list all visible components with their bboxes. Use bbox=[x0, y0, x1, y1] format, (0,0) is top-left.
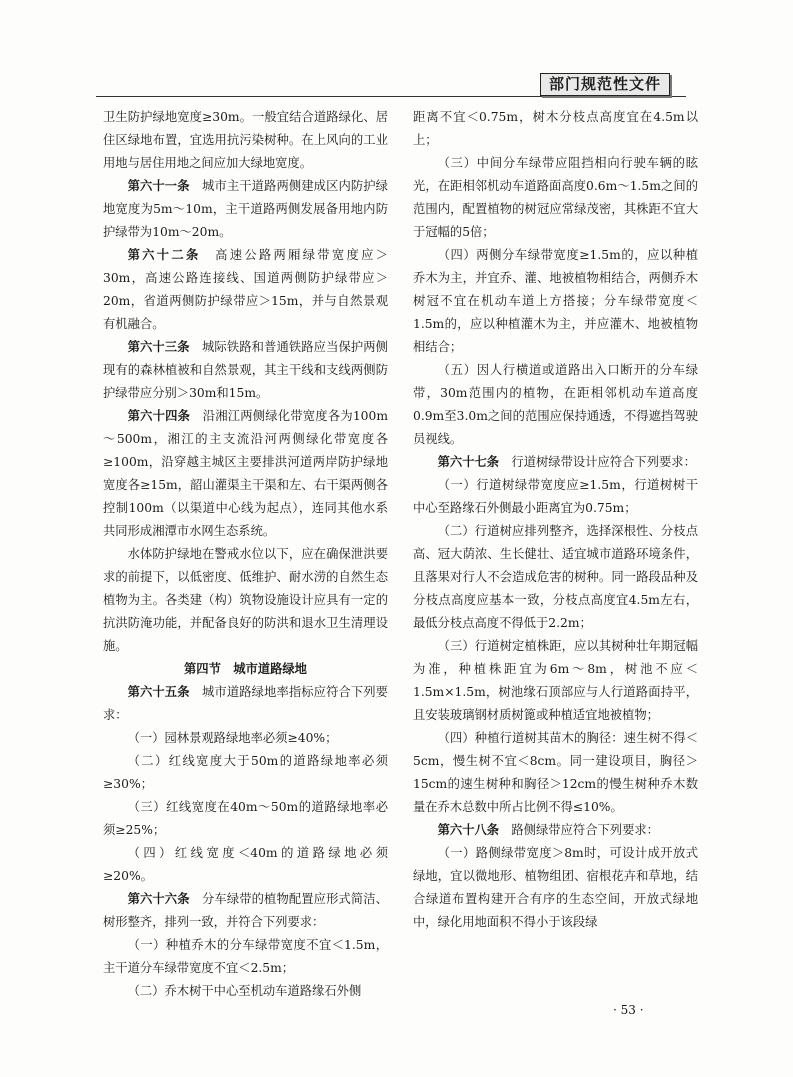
body-paragraph: （五）因人行横道或道路出入口断开的分车绿带，30m范围内的植物，在距相邻机动车道高度0.9m至3.0m之间的范围应保持通透，不得遮挡驾驶员视线。 bbox=[413, 363, 698, 446]
article-number: 第六十四条 bbox=[127, 409, 191, 423]
article-text: 行道树绿带设计应符合下列要求： bbox=[511, 455, 696, 469]
article-paragraph bbox=[103, 681, 388, 727]
section-heading: 第四节 城市道路绿地 bbox=[184, 662, 307, 676]
article-paragraph bbox=[103, 336, 388, 405]
article-text: 分车绿带的植物配置应形式简洁、树形整齐，排列一致，并符合下列要求： bbox=[103, 892, 388, 929]
article-text: 高速公路两厢绿带宽度应＞30m，高速公路连接线、国道两侧防护绿带应＞20m，省道两侧防护绿带应＞15m，并与自然景观有机融合。 bbox=[103, 248, 388, 331]
body-paragraph: 卫生防护绿地宽度≥30m。一般宜结合道路绿化、居住区绿地布置，宜选用抗污染树种。在上风向的工业用地与居住用地之间应加大绿地宽度。 bbox=[103, 110, 388, 170]
article-number: 第六十三条 bbox=[127, 340, 190, 354]
body-paragraph: （二）红线宽度大于50m的道路绿地率必须≥30%； bbox=[103, 754, 388, 791]
article-number: 第六十七条 bbox=[437, 455, 500, 469]
article-paragraph bbox=[103, 175, 388, 244]
article-number: 第六十五条 bbox=[127, 685, 190, 699]
article-number: 第六十八条 bbox=[437, 823, 500, 837]
section-header-label: 部门规范性文件 bbox=[540, 73, 670, 96]
body-paragraph: （一）路侧绿带宽度＞8m时，可设计成开放式绿地，宜以微地形、植物组团、宿根花卉和草地，结合绿道布置构建开合有序的生态空间，开放式绿地中，绿化用地面积不得小于该段绿 bbox=[413, 846, 698, 929]
article-text: 沿湘江两侧绿化带宽度各为100m～500m，湘江的主支流沿河两侧绿化带宽度各≥100m，沿穿越主城区主要排洪河道两岸防护绿地宽度各≥15m，韶山灌渠主干渠和左、右干渠两侧各控制100m（以渠道中心线为起点），连同其他水系共同形成湘潭市水网生态系统。 bbox=[103, 409, 388, 538]
left-column bbox=[103, 106, 388, 1003]
right-column bbox=[413, 106, 698, 934]
body-paragraph: （一）种植乔木的分车绿带宽度不宜＜1.5m，主干道分车绿带宽度不宜＜2.5m； bbox=[103, 938, 388, 975]
body-paragraph: （一）行道树绿带宽度应≥1.5m，行道树树干中心至路缘石外侧最小距离宜为0.75m； bbox=[413, 478, 698, 515]
body-paragraph: 距离不宜＜0.75m，树木分枝点高度宜在4.5m以上； bbox=[413, 110, 698, 147]
body-paragraph: （三）红线宽度在40m～50m的道路绿地率必须≥25%； bbox=[103, 800, 388, 837]
article-text: 路侧绿带应符合下列要求： bbox=[511, 823, 659, 837]
article-paragraph bbox=[413, 819, 698, 842]
article-paragraph bbox=[413, 451, 698, 474]
article-text: 城市道路绿地率指标应符合下列要求： bbox=[103, 685, 388, 722]
header-rule bbox=[96, 96, 686, 97]
article-number: 第六十六条 bbox=[127, 892, 190, 906]
article-paragraph bbox=[103, 405, 388, 543]
body-paragraph: （四）红线宽度＜40m的道路绿地必须≥20%。 bbox=[103, 846, 388, 883]
body-paragraph: （四）两侧分车绿带宽度≥1.5m的，应以种植乔木为主，并宜乔、灌、地被植物相结合，两侧乔木树冠不宜在机动车道上方搭接；分车绿带宽度＜1.5m的，应以种植灌木为主，并应灌木、地被植物相结合； bbox=[413, 248, 698, 354]
body-paragraph: （四）种植行道树其苗木的胸径：速生树不得＜5cm，慢生树不宜＜8cm。同一建设项目，胸径＞15cm的速生树种和胸径＞12cm的慢生树种乔木数量在乔木总数中所占比例不得≤10%。 bbox=[413, 731, 698, 814]
article-text: 城市主干道路两侧建成区内防护绿地宽度为5m～10m，主干道路两侧发展备用地内防护绿带为10m～20m。 bbox=[103, 179, 388, 239]
body-paragraph: （一）园林景观路绿地率必须≥40%； bbox=[127, 731, 338, 745]
article-paragraph bbox=[103, 244, 388, 336]
body-paragraph: （二）乔木树干中心至机动车道路缘石外侧 bbox=[127, 984, 362, 998]
body-paragraph: （三）行道树定植株距，应以其树种壮年期冠幅为准，种植株距宜为6m～8m，树池不应＜1.5m×1.5m，树池缘石顶部应与人行道路面持平，且安装玻璃钢材质树篦或种植适宜地被植物； bbox=[413, 639, 698, 722]
body-paragraph: 水体防护绿地在警戒水位以下，应在确保泄洪要求的前提下，以低密度、低维护、耐水涝的自然生态植物为主。各类建（构）筑物设施设计应具有一定的抗洪防淹功能，并配备良好的防洪和退水卫生清理设施。 bbox=[103, 547, 388, 653]
article-number: 第六十二条 bbox=[127, 248, 201, 262]
body-paragraph: （二）行道树应排列整齐，选择深根性、分枝点高、冠大荫浓、生长健壮、适宜城市道路环境条件，且落果对行人不会造成危害的树种。同一路段品种及分枝点高度应基本一致，分枝点高度宜4.5m左右，最低分枝点高度不得低于2.2m； bbox=[413, 524, 698, 630]
article-text: 城际铁路和普通铁路应当保护两侧现有的森林植被和自然景观，其主干线和支线两侧防护绿带应分别＞30m和15m。 bbox=[103, 340, 388, 400]
body-paragraph: （三）中间分车绿带应阻挡相向行驶车辆的眩光，在距相邻机动车道路面高度0.6m～1.5m之间的范围内，配置植物的树冠应常绿茂密，其株距不宜大于冠幅的5倍； bbox=[413, 156, 698, 239]
page-number: · 53 · bbox=[613, 1003, 644, 1017]
article-paragraph bbox=[103, 888, 388, 934]
article-number: 第六十一条 bbox=[127, 179, 190, 193]
